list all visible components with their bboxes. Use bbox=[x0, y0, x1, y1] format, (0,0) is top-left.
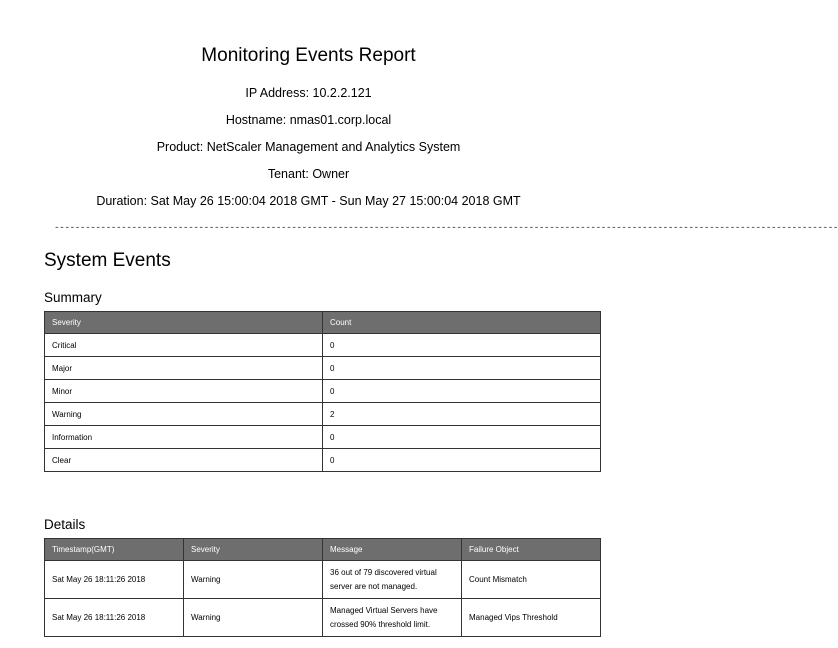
message-cell: 36 out of 79 discovered virtual server are not managed. bbox=[323, 561, 462, 599]
table-row bbox=[45, 403, 601, 426]
ip-address: IP Address: 10.2.2.121 bbox=[245, 86, 372, 100]
column-header-message: Message bbox=[323, 539, 462, 561]
severity-cell: Information bbox=[45, 426, 323, 449]
duration: Duration: Sat May 26 15:00:04 2018 GMT - Sun May 27 15:00:04 2018 GMT bbox=[96, 194, 521, 208]
count-cell: 0 bbox=[323, 449, 601, 472]
report-title: Monitoring Events Report bbox=[201, 45, 416, 66]
severity-cell: Major bbox=[45, 357, 323, 380]
summary-header-row bbox=[45, 312, 601, 334]
timestamp-cell: Sat May 26 18:11:26 2018 bbox=[45, 599, 184, 637]
message-cell: Managed Virtual Servers have crossed 90% threshold limit. bbox=[323, 599, 462, 637]
column-header-timestamp: Timestamp(GMT) bbox=[45, 539, 184, 561]
column-header-severity: Severity bbox=[45, 312, 323, 334]
hostname: Hostname: nmas01.corp.local bbox=[225, 113, 392, 127]
system-events-heading: System Events bbox=[44, 250, 171, 271]
details-heading: Details bbox=[44, 517, 86, 532]
section-divider: -------------------------------------------------------------------------------------------------------------------------------------------------------- bbox=[54, 222, 838, 233]
count-cell: 0 bbox=[323, 357, 601, 380]
column-header-severity: Severity bbox=[184, 539, 323, 561]
table-row bbox=[45, 334, 601, 357]
failure-object-cell: Managed Vips Threshold bbox=[462, 599, 601, 637]
failure-object-cell: Count Mismatch bbox=[462, 561, 601, 599]
details-header-row bbox=[45, 539, 601, 561]
column-header-count: Count bbox=[323, 312, 601, 334]
column-header-failure-object: Failure Object bbox=[462, 539, 601, 561]
timestamp-cell: Sat May 26 18:11:26 2018 bbox=[45, 561, 184, 599]
table-row bbox=[45, 449, 601, 472]
tenant: Tenant: Owner bbox=[267, 167, 350, 181]
product: Product: NetScaler Management and Analytics System bbox=[156, 140, 461, 154]
table-row bbox=[45, 357, 601, 380]
table-row bbox=[45, 426, 601, 449]
count-cell: 0 bbox=[323, 334, 601, 357]
severity-cell: Warning bbox=[45, 403, 323, 426]
table-row bbox=[45, 380, 601, 403]
summary-heading: Summary bbox=[44, 290, 102, 305]
severity-cell: Clear bbox=[45, 449, 323, 472]
table-row bbox=[45, 599, 601, 637]
severity-cell: Minor bbox=[45, 380, 323, 403]
summary-table bbox=[44, 311, 601, 472]
severity-cell: Warning bbox=[184, 561, 323, 599]
severity-cell: Warning bbox=[184, 599, 323, 637]
count-cell: 0 bbox=[323, 380, 601, 403]
count-cell: 2 bbox=[323, 403, 601, 426]
count-cell: 0 bbox=[323, 426, 601, 449]
table-row bbox=[45, 561, 601, 599]
severity-cell: Critical bbox=[45, 334, 323, 357]
details-table bbox=[44, 538, 601, 637]
